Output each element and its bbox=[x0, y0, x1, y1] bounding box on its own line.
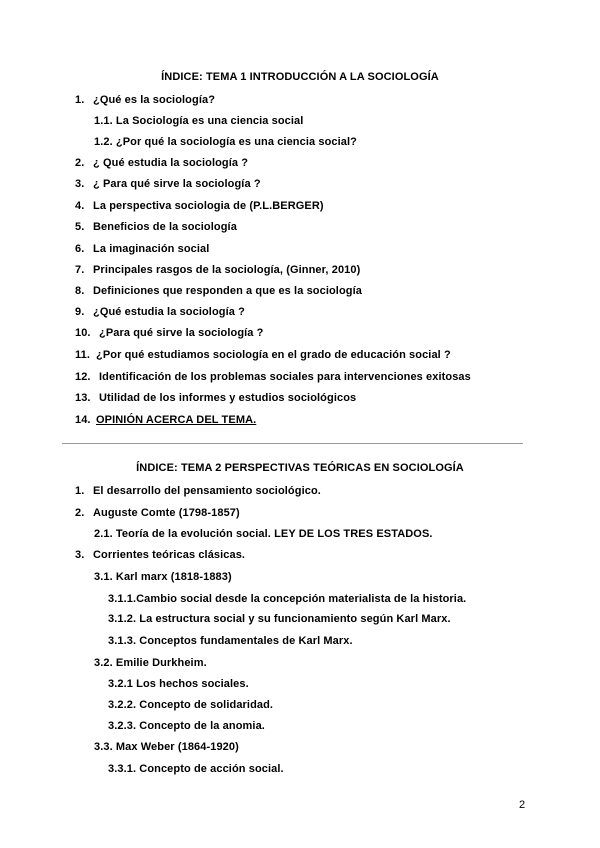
toc1-item-14: 14. OPINIÓN ACERCA DEL TEMA. bbox=[75, 414, 257, 426]
toc1-item-2: 2. ¿ Qué estudia la sociología ? bbox=[75, 157, 249, 169]
toc2-item-2: 2. Auguste Comte (1798-1857) bbox=[75, 507, 240, 519]
toc1-title: ÍNDICE: TEMA 1 INTRODUCCIÓN A LA SOCIOLOGÍA bbox=[161, 71, 439, 83]
toc2-item-3-2-2: 3.2.2. Concepto de solidaridad. bbox=[108, 699, 274, 711]
toc2-item-3-3-1: 3.3.1. Concepto de acción social. bbox=[108, 763, 284, 775]
toc1-item-9: 9. ¿Qué estudia la sociología ? bbox=[75, 306, 245, 318]
toc2-item-3-1-1: 3.1.1.Cambio social desde la concepción materialista de la historia. bbox=[108, 593, 467, 605]
toc1-item-13: 13. Utilidad de los informes y estudios sociológicos bbox=[75, 392, 357, 404]
toc2-item-2-1: 2.1. Teoría de la evolución social. LEY DE LOS TRES ESTADOS. bbox=[94, 528, 433, 540]
toc2-item-3-1: 3.1. Karl marx (1818-1883) bbox=[94, 571, 232, 583]
section-divider bbox=[62, 443, 523, 444]
toc2-item-3-1-2: 3.1.2. La estructura social y su funcionamiento según Karl Marx. bbox=[108, 613, 451, 625]
toc1-item-11: 11. ¿Por qué estudiamos sociología en el grado de educación social ? bbox=[75, 349, 451, 361]
toc1-item-1-2: 1.2. ¿Por qué la sociología es una ciencia social? bbox=[94, 136, 357, 148]
toc2-item-3-1-3: 3.1.3. Conceptos fundamentales de Karl Marx. bbox=[108, 635, 353, 647]
toc1-item-6: 6. La imaginación social bbox=[75, 243, 210, 255]
toc1-item-4: 4. La perspectiva sociologia de (P.L.BERGER) bbox=[75, 200, 324, 212]
toc1-item-7: 7. Principales rasgos de la sociología, (Ginner, 2010) bbox=[75, 264, 361, 276]
toc2-item-3-2: 3.2. Emilie Durkheim. bbox=[94, 657, 207, 669]
toc2-item-3-2-1: 3.2.1 Los hechos sociales. bbox=[108, 678, 249, 690]
toc1-item-10: 10. ¿Para qué sirve la sociología ? bbox=[75, 327, 264, 339]
toc1-item-5: 5. Beneficios de la sociología bbox=[75, 221, 237, 233]
toc1-item-1: 1. ¿Qué es la sociología? bbox=[75, 94, 216, 106]
toc2-title: ÍNDICE: TEMA 2 PERSPECTIVAS TEÓRICAS EN SOCIOLOGÍA bbox=[136, 462, 464, 474]
toc2-item-1: 1. El desarrollo del pensamiento sociológico. bbox=[75, 485, 321, 497]
toc2-item-3: 3. Corrientes teóricas clásicas. bbox=[75, 549, 246, 561]
toc1-item-3: 3. ¿ Para qué sirve la sociología ? bbox=[75, 178, 261, 190]
toc1-item-12: 12. Identificación de los problemas sociales para intervenciones exitosas bbox=[75, 371, 471, 383]
toc2-item-3-2-3: 3.2.3. Concepto de la anomia. bbox=[108, 720, 265, 732]
toc2-item-3-3: 3.3. Max Weber (1864-1920) bbox=[94, 741, 239, 753]
toc1-item-8: 8. Definiciones que responden a que es la sociología bbox=[75, 285, 362, 297]
page-number: 2 bbox=[519, 799, 526, 811]
toc1-item-1-1: 1.1. La Sociología es una ciencia social bbox=[94, 115, 304, 127]
